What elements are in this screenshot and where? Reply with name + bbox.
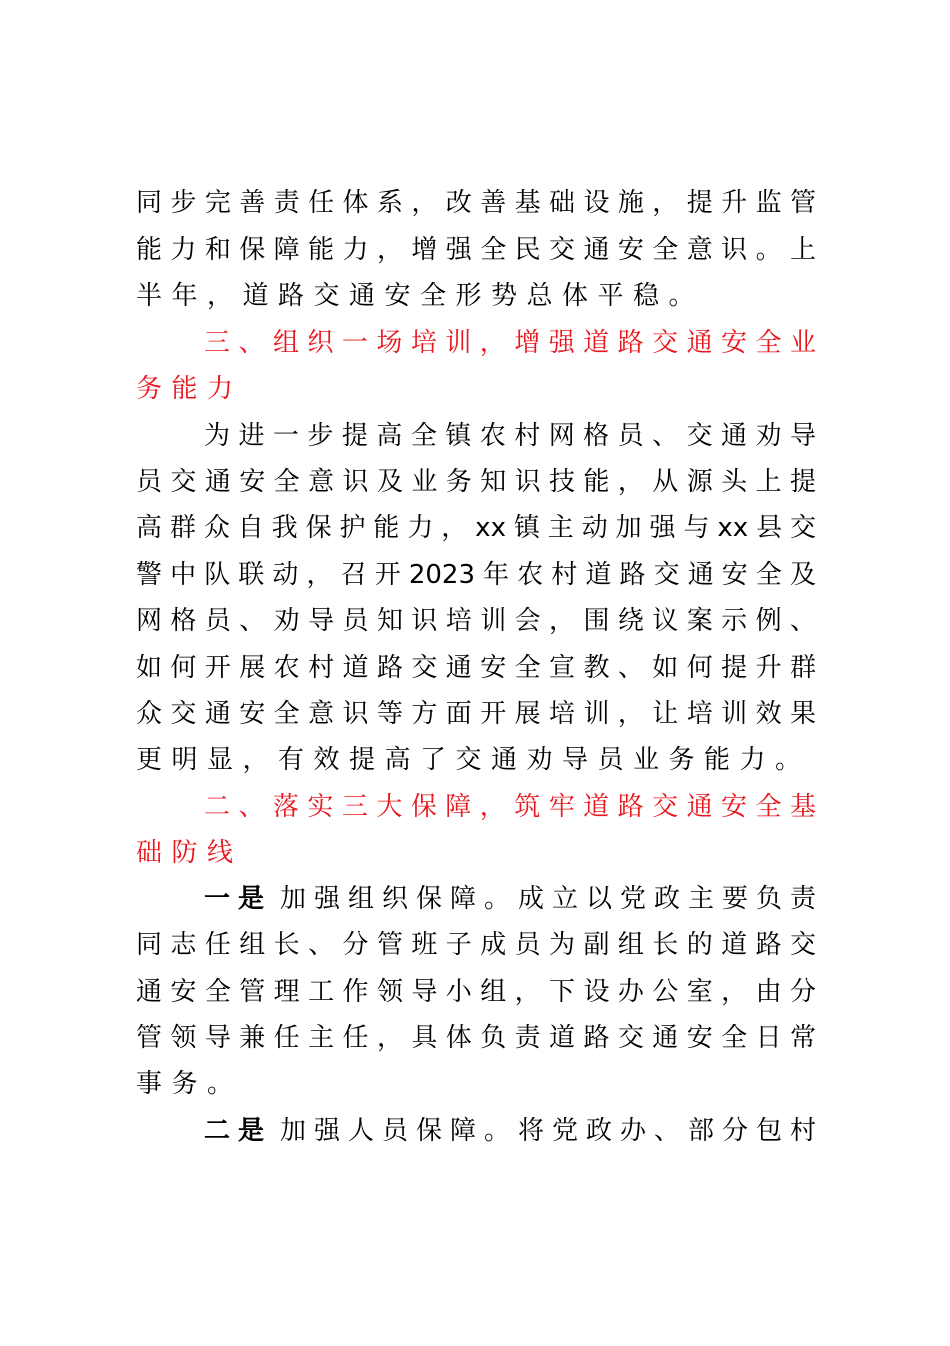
body-text-line: 通安全管理工作领导小组，下设办公室，由分 [136,977,816,1007]
body-text-line: 网格员、劝导员知识培训会，围绕议案示例、 [136,606,816,636]
body-text-segment: 加强组织保障。成立以党政主要负责 [280,884,816,914]
section-heading-line: 二、落实三大保障，筑牢道路交通安全基 [204,792,816,822]
section-heading-line: 三、组织一场培训，增强道路交通安全业 [204,328,816,358]
body-text-line [204,879,816,919]
body-text-line: 半年，道路交通安全形势总体平稳。 [136,281,705,311]
body-text-line: 更明显，有效提高了交通劝导员业务能力。 [136,745,811,775]
body-text-line [204,1111,816,1151]
body-text-line: 员交通安全意识及业务知识技能，从源头上提 [136,467,816,497]
body-text-line: 事务。 [136,1069,243,1099]
body-text-line: 高群众自我保护能力，xx镇主动加强与xx县交 [136,513,816,543]
body-text-line: 管领导兼任主任，具体负责道路交通安全日常 [136,1023,816,1053]
lead-term: 一是 [204,884,272,914]
body-text-line: 同步完善责任体系，改善基础设施，提升监管 [136,188,816,218]
body-text-line: 同志任组长、分管班子成员为副组长的道路交 [136,930,816,960]
section-heading-line: 础防线 [136,838,243,868]
body-text-line: 能力和保障能力，增强全民交通安全意识。上 [136,235,816,265]
body-text-line: 众交通安全意识等方面开展培训，让培训效果 [136,699,816,729]
section-heading-line: 务能力 [136,374,243,404]
body-text-line: 警中队联动，召开2023年农村道路交通安全及 [136,560,816,590]
body-text-line: 为进一步提高全镇农村网格员、交通劝导 [204,421,816,451]
body-text-line: 如何开展农村道路交通安全宣教、如何提升群 [136,653,816,683]
body-text-segment: 加强人员保障。将党政办、部分包村 [280,1116,816,1146]
lead-term: 二是 [204,1116,272,1146]
